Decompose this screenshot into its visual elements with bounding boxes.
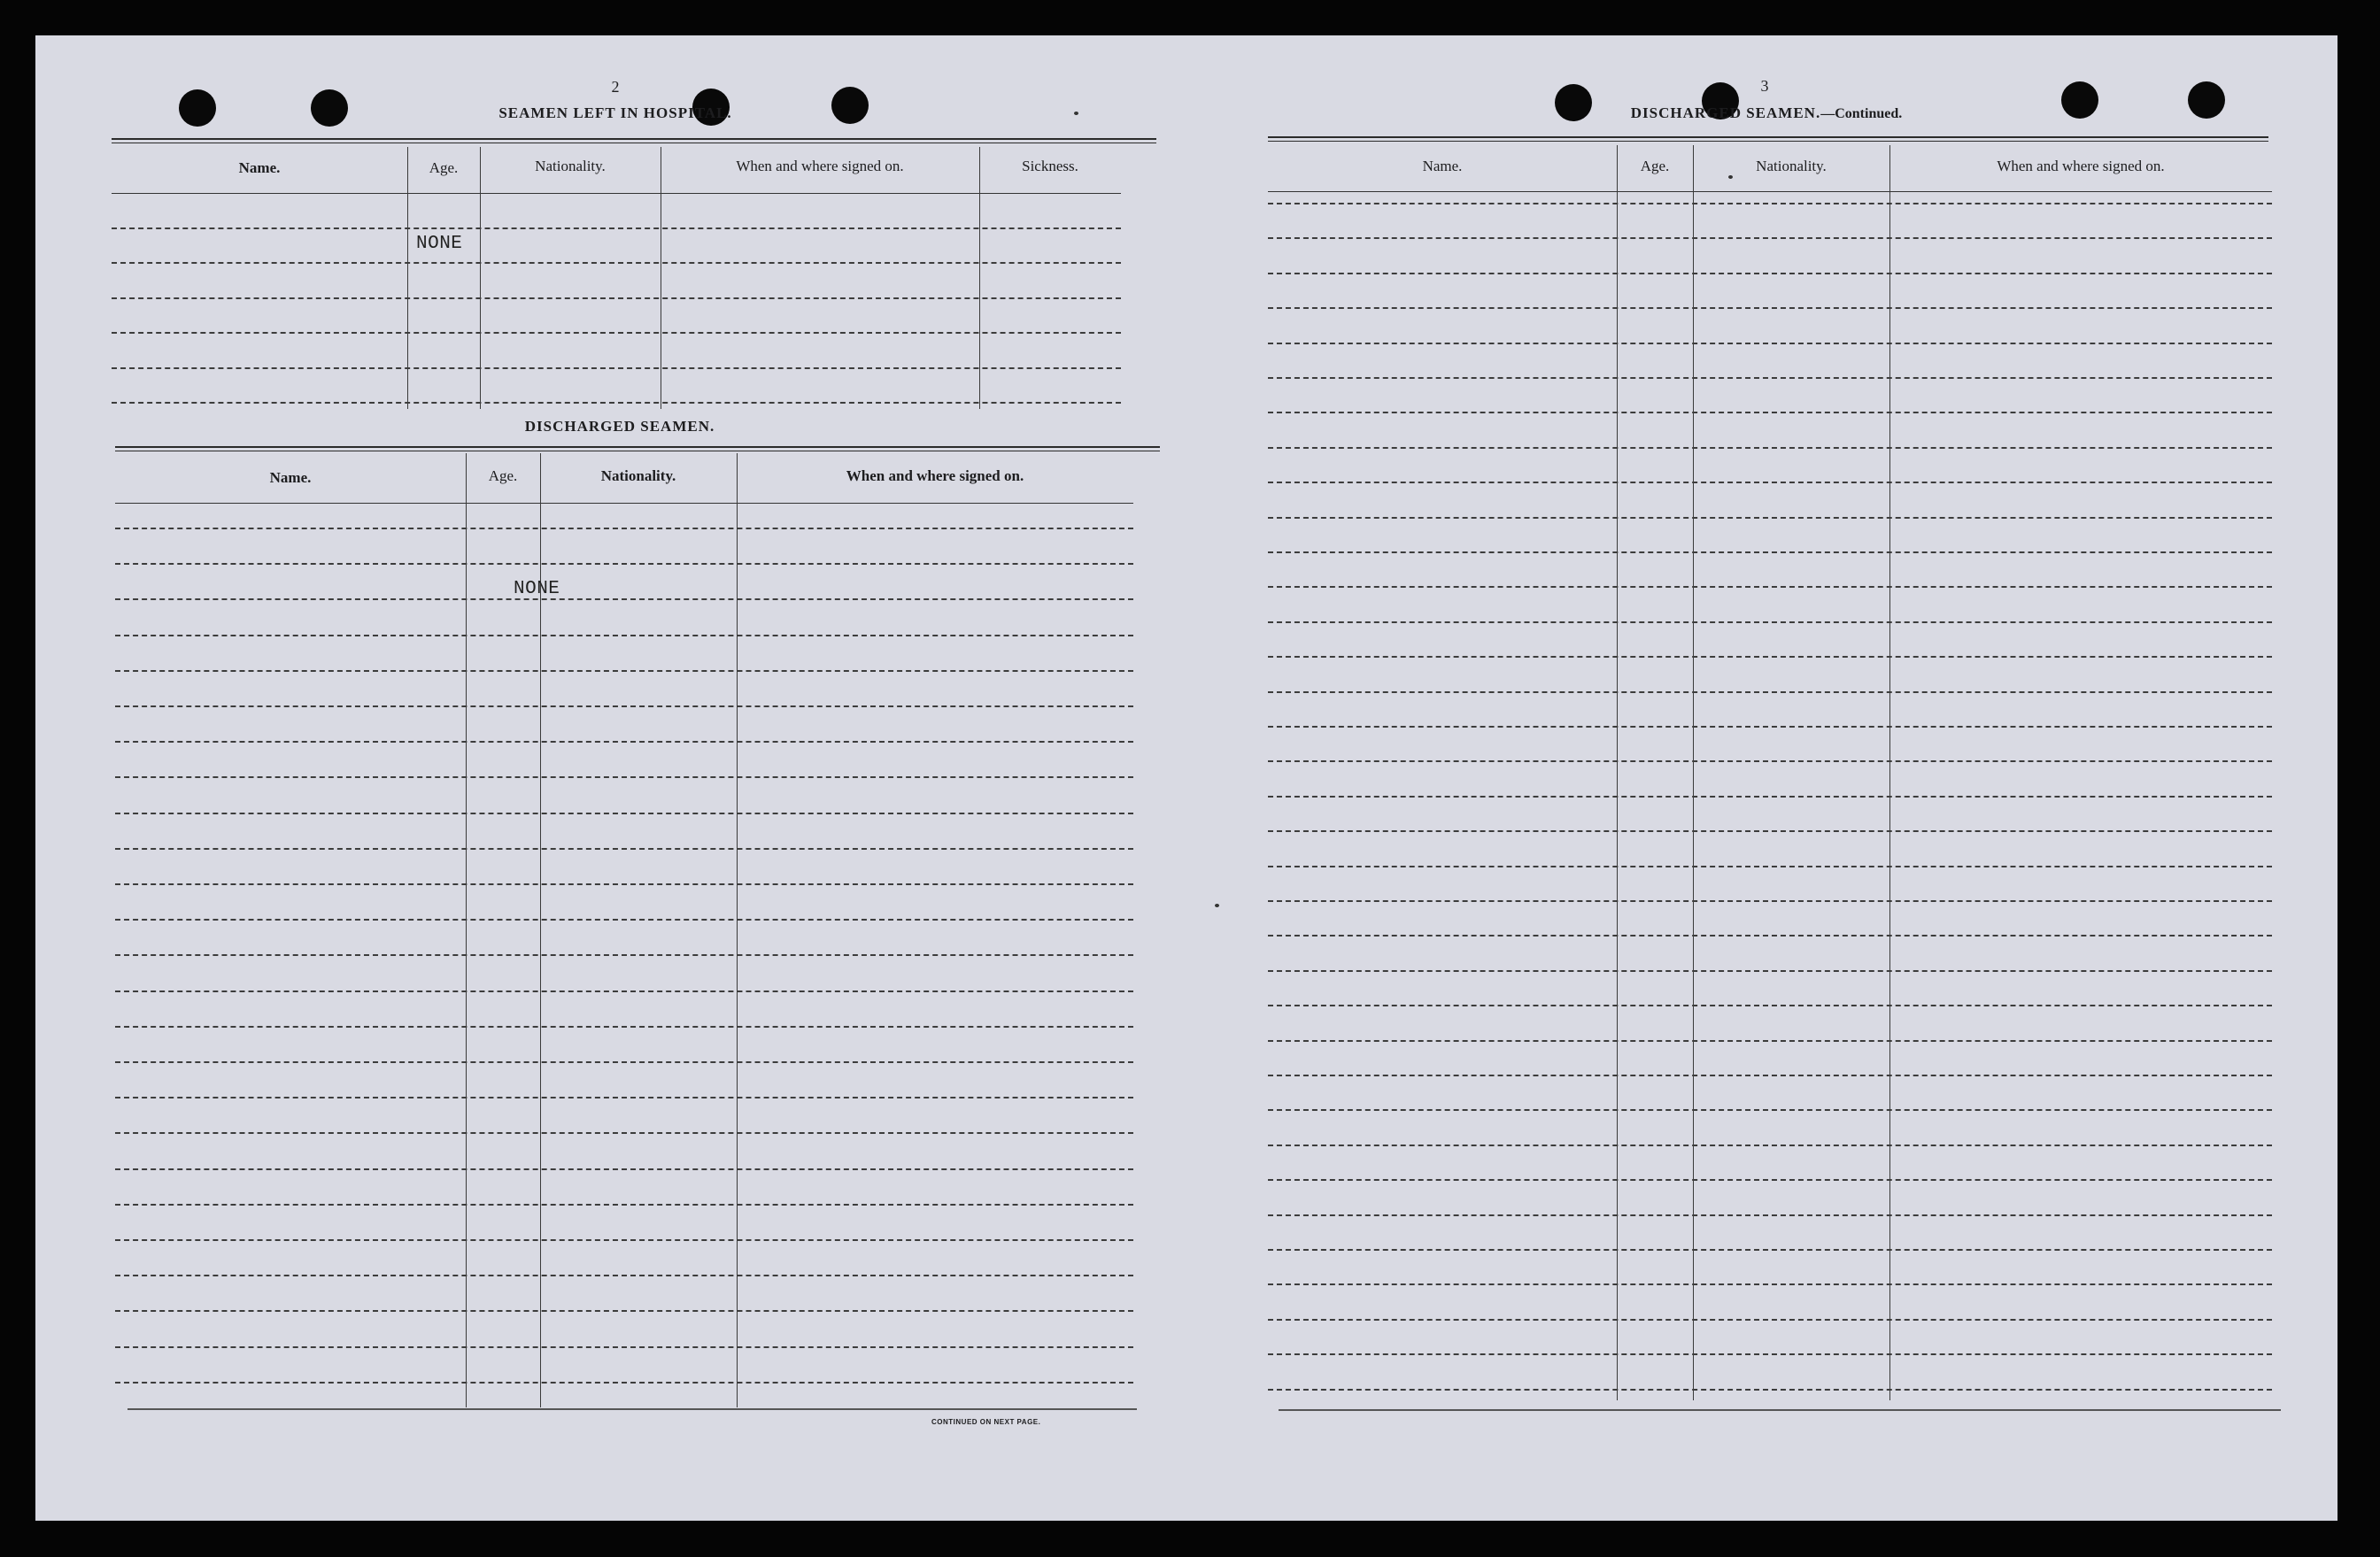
entry-line	[115, 1346, 1133, 1348]
entry-line	[112, 402, 1121, 404]
entry-line	[1268, 1319, 2272, 1321]
col-head-name: Name.	[238, 159, 281, 176]
col-head-name: Name.	[269, 469, 312, 486]
entry-line	[1268, 1389, 2272, 1391]
entry-line	[115, 1310, 1133, 1312]
ink-speck	[1728, 175, 1733, 179]
col-head-nationality: Nationality.	[600, 467, 676, 484]
right-title-main: DISCHARGED SEAMEN.	[1630, 104, 1821, 121]
entry-line	[112, 367, 1121, 369]
column-divider	[1617, 145, 1618, 1400]
discharged-top-rule	[115, 446, 1160, 451]
entry-line	[115, 848, 1133, 850]
entry-line	[115, 635, 1133, 636]
entry-line	[1268, 237, 2272, 239]
col-head-signed-on: When and where signed on.	[846, 467, 1024, 484]
entry-line	[1268, 1179, 2272, 1181]
entry-line	[1268, 866, 2272, 867]
hospital-section-title: SEAMEN LEFT IN HOSPITAL.	[498, 104, 732, 121]
entry-line	[1268, 203, 2272, 204]
col-head-nationality: Nationality.	[535, 158, 606, 174]
entry-line	[1268, 307, 2272, 309]
entry-line	[1268, 586, 2272, 588]
hospital-none-entry: NONE	[416, 234, 463, 254]
form-sheet	[35, 35, 2338, 1521]
entry-line	[1268, 1353, 2272, 1355]
punch-hole	[311, 89, 348, 127]
entry-line	[1268, 377, 2272, 379]
col-head-age: Age.	[1640, 158, 1670, 174]
entry-line	[115, 1275, 1133, 1276]
entry-line	[115, 598, 1133, 600]
page-number-right: 3	[1760, 77, 1769, 95]
right-section-title	[1631, 104, 1903, 122]
entry-line	[115, 1132, 1133, 1134]
entry-line	[112, 227, 1121, 229]
entry-line	[1268, 760, 2272, 762]
entry-line	[115, 1026, 1133, 1028]
entry-line	[1268, 273, 2272, 274]
entry-line	[1268, 1145, 2272, 1146]
entry-line	[115, 1061, 1133, 1063]
col-head-age: Age.	[488, 467, 518, 484]
entry-line	[1268, 830, 2272, 832]
entry-line	[1268, 1075, 2272, 1076]
discharged-none-entry: NONE	[514, 579, 560, 599]
entry-line	[115, 883, 1133, 885]
right-bottom-rule	[1279, 1409, 2281, 1411]
entry-line	[115, 813, 1133, 814]
entry-line	[112, 262, 1121, 264]
ink-speck	[1215, 904, 1219, 907]
punch-hole	[2188, 81, 2225, 119]
entry-line	[115, 776, 1133, 778]
entry-line	[115, 563, 1133, 565]
entry-line	[115, 1382, 1133, 1384]
entry-line	[1268, 726, 2272, 728]
discharged-section-title: DISCHARGED SEAMEN.	[524, 418, 715, 435]
right-discharged-table	[1268, 145, 2272, 1400]
right-title-suffix: —Continued.	[1820, 106, 1903, 121]
column-divider	[480, 147, 481, 409]
entry-line	[112, 297, 1121, 299]
entry-line	[112, 332, 1121, 334]
punch-hole	[2061, 81, 2098, 119]
entry-line	[1268, 970, 2272, 972]
ink-speck	[1074, 112, 1078, 115]
entry-line	[115, 990, 1133, 992]
hospital-table	[112, 147, 1121, 409]
entry-line	[1268, 621, 2272, 623]
entry-line	[1268, 796, 2272, 798]
col-head-sickness: Sickness.	[1022, 158, 1078, 174]
col-head-nationality: Nationality.	[1756, 158, 1827, 174]
entry-line	[115, 741, 1133, 743]
column-divider	[737, 453, 738, 1407]
entry-line	[1268, 1109, 2272, 1111]
entry-line	[1268, 412, 2272, 413]
punch-hole	[831, 87, 869, 124]
column-divider	[979, 147, 980, 409]
column-divider	[466, 453, 467, 1407]
page-number-left: 2	[611, 78, 620, 96]
column-divider	[1889, 145, 1890, 1400]
entry-line	[115, 1097, 1133, 1098]
entry-line	[1268, 1005, 2272, 1006]
entry-line	[1268, 1283, 2272, 1285]
entry-line	[1268, 691, 2272, 693]
column-divider	[1693, 145, 1694, 1400]
hospital-top-rule	[112, 138, 1156, 143]
continued-note: CONTINUED ON NEXT PAGE.	[931, 1418, 1041, 1426]
entry-line	[1268, 1249, 2272, 1251]
discharged-table	[115, 453, 1133, 1407]
entry-line	[1268, 482, 2272, 483]
entry-line	[1268, 935, 2272, 937]
column-divider	[407, 147, 408, 409]
entry-line	[115, 705, 1133, 707]
col-head-signed-on: When and where signed on.	[736, 158, 904, 174]
left-bottom-rule	[128, 1408, 1137, 1410]
entry-line	[1268, 1214, 2272, 1216]
col-head-signed-on: When and where signed on.	[1997, 158, 2165, 174]
entry-line	[1268, 1040, 2272, 1042]
entry-line	[115, 919, 1133, 921]
entry-line	[115, 1239, 1133, 1241]
entry-line	[1268, 656, 2272, 658]
right-top-rule	[1268, 136, 2268, 142]
entry-line	[115, 1168, 1133, 1170]
entry-line	[1268, 551, 2272, 553]
entry-line	[115, 670, 1133, 672]
entry-line	[1268, 900, 2272, 902]
entry-line	[1268, 343, 2272, 344]
entry-line	[115, 1204, 1133, 1206]
entry-line	[1268, 517, 2272, 519]
entry-line	[1268, 447, 2272, 449]
punch-hole	[179, 89, 216, 127]
entry-line	[115, 528, 1133, 529]
col-head-name: Name.	[1422, 158, 1463, 174]
col-head-age: Age.	[429, 159, 459, 176]
entry-line	[115, 954, 1133, 956]
punch-hole	[1555, 84, 1592, 121]
